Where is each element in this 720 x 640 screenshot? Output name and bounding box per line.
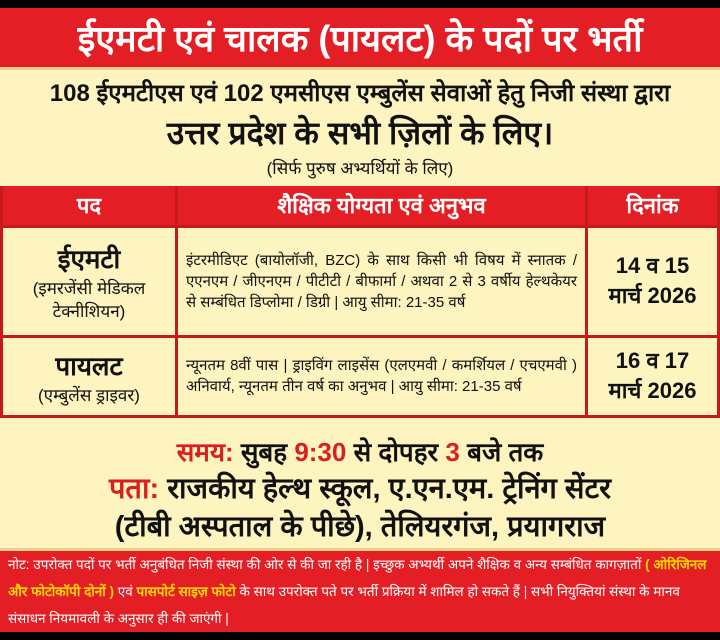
address-label: पता: [108,473,160,505]
date-cell [587,226,719,336]
post-name: ईएमटी [57,244,121,274]
note-highlight: ( ओरिजिनल और फोटोकॉपी दोनों ) [8,557,707,599]
note-highlight: पासपोर्ट साइज़ फोटो [136,584,236,599]
time-end: 3 [445,437,460,467]
intro-line-3: (सिर्फ पुरुष अभ्यर्थियों के लिए) [266,159,454,178]
qualification-cell: इंटरमीडिएट (बायोलॉजी, BZC) के साथ किसी भी विषय में स्नातक / एएनएम / जीएनएम / पीटीटी / बीफार्मा / अथवा 2 से 3 वर्षीय हेल्थकेयर से सम्बंधित डिप्लोमा / डिग्री | आयु सीमा: 21-35 वर्ष [177,226,587,336]
intro-line-1: 108 ईएमटीएस एवं 102 एमसीएस एम्बुलेंस सेवाओं हेतु निजी संस्था द्वारा [49,80,671,107]
post-detail: (एम्बुलेंस ड्राइवर) [38,385,140,405]
date-days: 14 व 15 [615,253,690,278]
date-days: 16 व 17 [615,348,690,373]
address-line-2: (टीबी अस्पताल के पीछे), तेलियरगंज, प्रयागराज [114,511,606,543]
table-row [2,226,719,336]
positions-table [0,186,720,418]
note-text: के साथ उपरोक्त पते पर भर्ती प्रक्रिया में शामिल हो सकते हैं | सभी नियुक्तियां संस्था के मानव संसाधन नियमावली के अनुसार ही की जाएंगी | [8,584,680,626]
date-cell [587,336,719,416]
post-name: पायलट [55,350,123,381]
column-header: पद [2,186,177,226]
post-cell [2,226,177,336]
post-cell [2,336,177,416]
job-advertisement [0,8,720,632]
time-start: 9:30 [294,437,347,467]
table-header-row [2,186,719,226]
time-text: बजे तक [467,437,544,467]
time-text: से दोपहर [353,437,439,467]
page-title: ईएमटी एवं चालक (पायलट) के पदों पर भर्ती [0,8,720,70]
column-header: दिनांक [587,186,719,226]
time-label: समय: [176,437,234,467]
note-text: नोट: उपरोक्त पदों पर भर्ती अनुबंधित निजी संस्था की ओर से की जा रही है | इच्छुक अभ्यर्थी अपने शैक्षिक व अन्य सम्बंधित कागज़ातों [8,557,642,572]
date-month: मार्च 2026 [608,378,697,403]
time-text: सुबह [240,437,288,467]
note-box [0,548,720,632]
qualification-cell: न्यूनतम 8वीं पास | ड्राइविंग लाइसेंस (एलएमवी / कमर्शियल / एचएमवी ) अनिवार्य, न्यूनतम तीन वर्ष का अनुभव | आयु सीमा: 21-35 वर्ष [177,336,587,416]
table-row [2,336,719,416]
post-detail: (इमरजेंसी मेडिकल टेक्नीशियन) [32,279,146,321]
timing [0,433,720,469]
address [0,470,720,546]
note-text: एवं [117,584,133,599]
column-header: शैक्षिक योग्यता एवं अनुभव [177,186,587,226]
intro-line-2: उत्तर प्रदेश के सभी ज़िलों के लिए। [166,115,554,151]
date-month: मार्च 2026 [608,283,697,308]
address-line-1: राजकीय हेल्थ स्कूल, ए.एन.एम. ट्रेनिंग सेंटर [167,473,612,505]
